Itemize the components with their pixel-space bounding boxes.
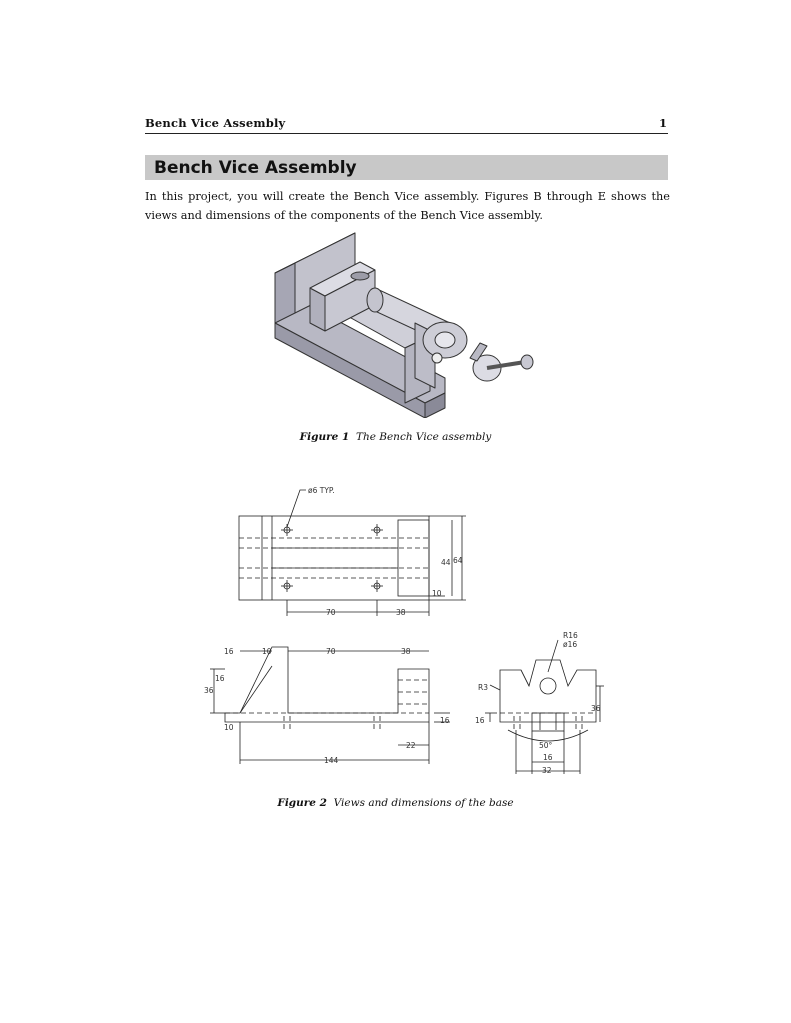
dim-hole-note: ø6 TYP. (308, 486, 335, 495)
figure-2-label: Figure 2 (277, 797, 327, 809)
figure-2-caption (0, 797, 791, 809)
dim-10-top: 10 (432, 589, 442, 598)
dim-22: 22 (406, 741, 416, 750)
dim-r3: R3 (478, 683, 488, 692)
dim-16-d: 16 (475, 716, 485, 725)
figure-2-caption-text: Views and dimensions of the base (333, 797, 514, 809)
dim-dia16: ø16 (563, 640, 578, 649)
section-title: Bench Vice Assembly (154, 158, 357, 178)
dim-144: 144 (324, 756, 339, 765)
dim-38-front: 38 (401, 647, 411, 656)
dim-64: 64 (453, 556, 463, 565)
dim-70-top: 70 (326, 608, 336, 617)
header-rule (145, 133, 668, 134)
dim-16-b: 16 (215, 674, 225, 683)
dim-36-front: 36 (204, 686, 214, 695)
base-dimension-drawing (195, 480, 615, 780)
dim-r16: R16 (563, 631, 578, 640)
dim-70-front: 70 (326, 647, 336, 656)
dim-16-e: 16 (543, 753, 553, 762)
dim-32: 32 (542, 766, 552, 775)
dim-10-b: 10 (224, 723, 234, 732)
page-number: 1 (658, 116, 667, 130)
running-header-title: Bench Vice Assembly (145, 116, 286, 130)
dim-16-a: 16 (224, 647, 234, 656)
figure-1-caption-text: The Bench Vice assembly (355, 431, 492, 443)
dim-44: 44 (441, 558, 451, 567)
dim-50-deg: 50° (539, 741, 553, 750)
figure-1-label: Figure 1 (299, 431, 350, 443)
dim-16-c: 16 (440, 716, 450, 725)
dim-10-a: 10 (262, 647, 272, 656)
dim-38-top: 38 (396, 608, 406, 617)
bench-vice-illustration (265, 228, 540, 418)
intro-paragraph: In this project, you will create the Bench Vice assembly. Figures B through E shows the views and dimensions of the components of the Bench Vice assembly. (145, 190, 670, 222)
figure-1-caption (0, 431, 791, 443)
dim-36-side: 36 (591, 704, 601, 713)
